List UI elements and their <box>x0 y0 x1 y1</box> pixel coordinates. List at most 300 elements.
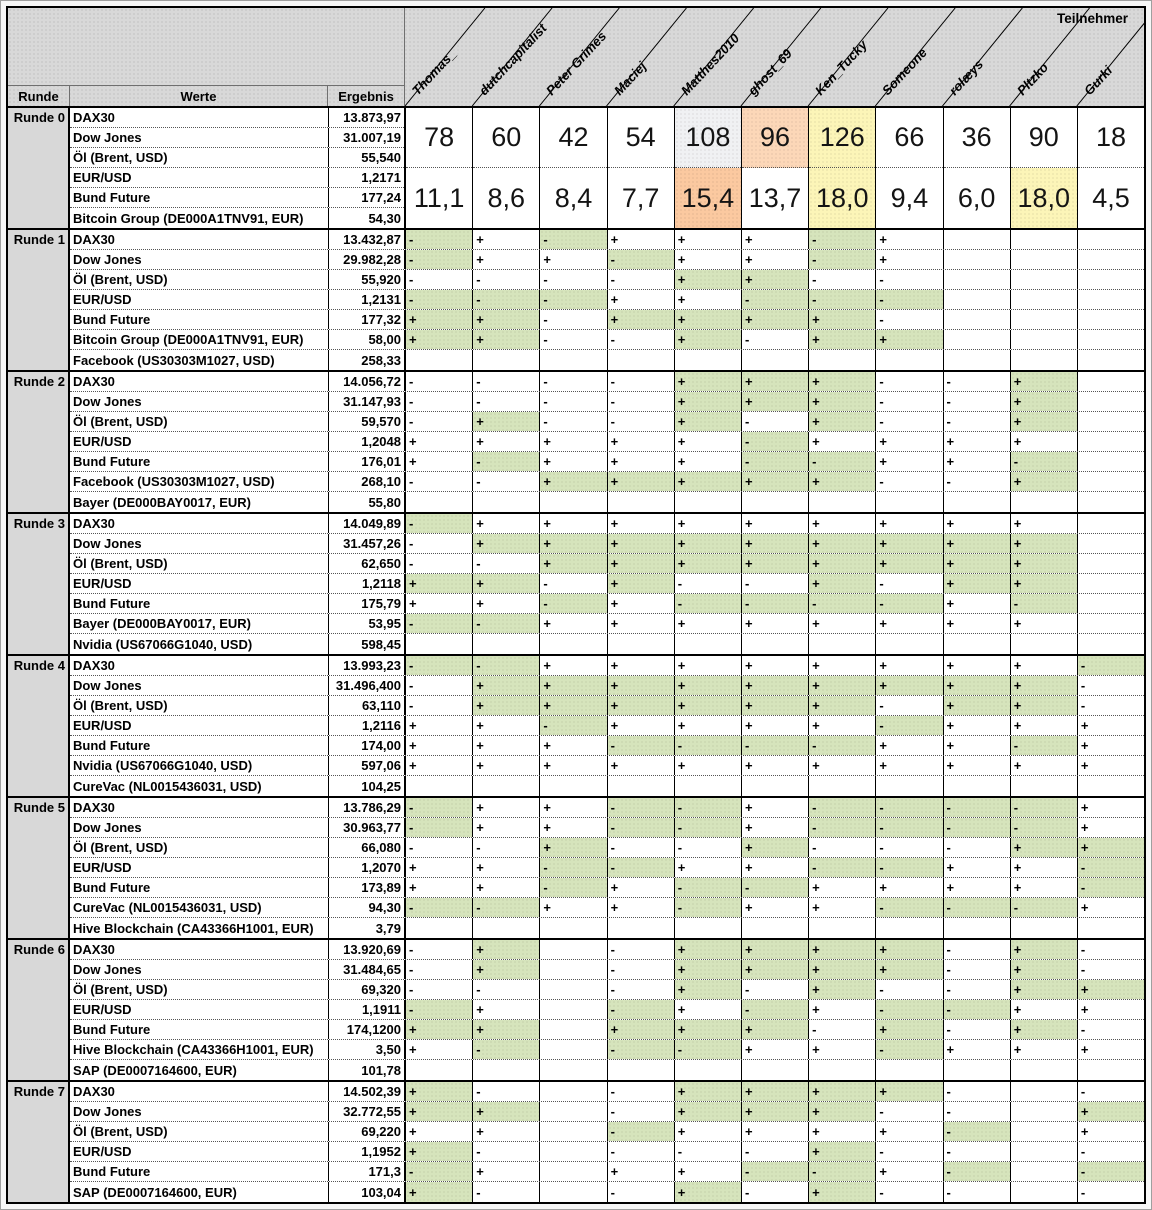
sign-cell[interactable]: + <box>809 1142 876 1161</box>
sign-cell[interactable] <box>675 634 742 654</box>
header-cell-ergebnis[interactable] <box>328 8 404 106</box>
sign-cell[interactable]: + <box>540 696 607 715</box>
sign-cell[interactable]: - <box>944 1000 1011 1019</box>
werte-cell[interactable]: Bund Future <box>73 1164 151 1179</box>
sign-cell[interactable]: - <box>742 1162 809 1181</box>
points-cell[interactable]: 36 <box>944 108 1010 168</box>
sign-cell[interactable] <box>944 330 1011 349</box>
sign-cell[interactable]: + <box>473 1102 540 1121</box>
ergebnis-cell[interactable]: 1,1911 <box>328 1000 404 1019</box>
sign-cell[interactable] <box>742 1060 809 1080</box>
sign-cell[interactable]: + <box>876 554 943 573</box>
sign-cell[interactable]: - <box>473 270 540 289</box>
sign-cell[interactable]: + <box>809 554 876 573</box>
sign-cell[interactable]: - <box>742 1142 809 1161</box>
sign-cell[interactable]: - <box>406 940 473 959</box>
sign-cell[interactable] <box>944 1060 1011 1080</box>
ergebnis-cell[interactable]: 55,80 <box>328 492 404 512</box>
sign-cell[interactable] <box>608 918 675 938</box>
sign-cell[interactable]: - <box>1078 1162 1144 1181</box>
sign-cell[interactable]: + <box>608 230 675 249</box>
sign-cell[interactable]: + <box>809 412 876 431</box>
sign-cell[interactable]: - <box>1011 594 1078 613</box>
sign-cell[interactable]: - <box>876 838 943 857</box>
sign-cell[interactable]: + <box>406 736 473 755</box>
points-cell[interactable]: 54 <box>608 108 674 168</box>
ergebnis-cell[interactable]: 94,30 <box>328 898 404 917</box>
sign-cell[interactable] <box>1011 350 1078 370</box>
ergebnis-cell[interactable]: 31.457,26 <box>328 534 404 553</box>
sign-cell[interactable]: - <box>944 412 1011 431</box>
sign-cell[interactable]: - <box>944 1102 1011 1121</box>
sign-cell[interactable]: - <box>876 696 943 715</box>
sign-cell[interactable]: + <box>540 452 607 471</box>
sign-cell[interactable]: + <box>1078 1102 1144 1121</box>
sign-cell[interactable]: + <box>944 432 1011 451</box>
sign-cell[interactable]: + <box>809 716 876 735</box>
points-cell[interactable]: 90 <box>1011 108 1077 168</box>
sign-cell[interactable] <box>1078 534 1144 553</box>
sign-cell[interactable]: + <box>406 574 473 593</box>
sign-cell[interactable]: + <box>1011 392 1078 411</box>
sign-cell[interactable] <box>1011 250 1078 269</box>
sign-cell[interactable]: - <box>742 736 809 755</box>
sign-cell[interactable]: + <box>809 756 876 775</box>
sign-cell[interactable]: + <box>1011 574 1078 593</box>
sign-cell[interactable]: + <box>675 1182 742 1202</box>
sign-cell[interactable]: + <box>473 878 540 897</box>
sign-cell[interactable] <box>1011 1122 1078 1141</box>
sign-cell[interactable]: - <box>944 1162 1011 1181</box>
sign-cell[interactable]: + <box>876 878 943 897</box>
sign-cell[interactable]: - <box>473 372 540 391</box>
ergebnis-cell[interactable]: 29.982,28 <box>328 250 404 269</box>
sign-cell[interactable] <box>1011 634 1078 654</box>
sign-cell[interactable]: - <box>473 1182 540 1202</box>
sign-cell[interactable]: + <box>473 736 540 755</box>
round-label[interactable]: Runde 7 <box>8 1082 70 1202</box>
sign-cell[interactable] <box>473 492 540 512</box>
sign-cell[interactable]: + <box>809 980 876 999</box>
werte-cell[interactable]: EUR/USD <box>73 434 132 449</box>
sign-cell[interactable]: + <box>675 554 742 573</box>
sign-cell[interactable]: + <box>473 676 540 695</box>
sign-cell[interactable]: + <box>1011 940 1078 959</box>
sign-cell[interactable]: - <box>876 392 943 411</box>
sign-cell[interactable]: + <box>608 452 675 471</box>
werte-cell[interactable]: EUR/USD <box>73 718 132 733</box>
sign-cell[interactable]: + <box>406 594 473 613</box>
sign-cell[interactable]: - <box>809 270 876 289</box>
sign-cell[interactable]: - <box>876 310 943 329</box>
sign-cell[interactable]: - <box>742 980 809 999</box>
werte-cell[interactable]: DAX30 <box>73 1084 115 1099</box>
sign-cell[interactable]: - <box>406 250 473 269</box>
sign-cell[interactable]: + <box>406 858 473 877</box>
sign-cell[interactable]: + <box>944 574 1011 593</box>
ergebnis-cell[interactable]: 104,25 <box>328 776 404 796</box>
sign-cell[interactable]: - <box>742 290 809 309</box>
sign-cell[interactable]: - <box>944 392 1011 411</box>
sign-cell[interactable]: + <box>1078 980 1144 999</box>
sign-cell[interactable]: + <box>473 960 540 979</box>
sign-cell[interactable]: - <box>406 412 473 431</box>
sign-cell[interactable]: - <box>473 452 540 471</box>
sign-cell[interactable]: - <box>675 574 742 593</box>
sign-cell[interactable]: + <box>742 940 809 959</box>
sign-cell[interactable] <box>675 1060 742 1080</box>
participant-name[interactable]: Gurki <box>1080 62 1115 98</box>
ergebnis-cell[interactable]: 101,78 <box>328 1060 404 1080</box>
sign-cell[interactable] <box>406 634 473 654</box>
sign-cell[interactable]: + <box>675 1082 742 1101</box>
sign-cell[interactable]: + <box>809 696 876 715</box>
sign-cell[interactable]: + <box>473 412 540 431</box>
sign-cell[interactable]: + <box>608 514 675 533</box>
sign-cell[interactable]: - <box>406 898 473 917</box>
participant-name[interactable]: Maciej <box>610 58 649 98</box>
sign-cell[interactable]: + <box>742 898 809 917</box>
ergebnis-cell[interactable]: 3,50 <box>328 1040 404 1059</box>
sign-cell[interactable]: + <box>540 898 607 917</box>
ergebnis-cell[interactable]: 103,04 <box>328 1182 404 1202</box>
sign-cell[interactable]: + <box>675 940 742 959</box>
sign-cell[interactable]: + <box>675 372 742 391</box>
sign-cell[interactable]: + <box>608 432 675 451</box>
sign-cell[interactable] <box>1078 574 1144 593</box>
sign-cell[interactable] <box>540 350 607 370</box>
sign-cell[interactable] <box>608 350 675 370</box>
sign-cell[interactable]: - <box>473 1082 540 1101</box>
ergebnis-cell[interactable]: 258,33 <box>328 350 404 370</box>
sign-cell[interactable]: + <box>809 656 876 675</box>
sign-cell[interactable]: + <box>876 230 943 249</box>
sign-cell[interactable]: + <box>608 1020 675 1039</box>
sign-cell[interactable] <box>944 230 1011 249</box>
sign-cell[interactable]: - <box>876 574 943 593</box>
sign-cell[interactable]: + <box>675 980 742 999</box>
sign-cell[interactable]: + <box>809 472 876 491</box>
sign-cell[interactable]: + <box>1011 1040 1078 1059</box>
werte-cell[interactable]: Dow Jones <box>73 252 142 267</box>
ergebnis-cell[interactable]: 1,2171 <box>328 168 404 187</box>
sign-cell[interactable]: - <box>608 858 675 877</box>
ergebnis-cell[interactable]: 63,110 <box>328 696 404 715</box>
sign-cell[interactable]: + <box>742 230 809 249</box>
sign-cell[interactable] <box>675 350 742 370</box>
werte-cell[interactable]: CureVac (NL0015436031, USD) <box>73 900 262 915</box>
ergebnis-cell[interactable]: 31.007,19 <box>328 128 404 147</box>
sign-cell[interactable]: + <box>675 412 742 431</box>
sign-cell[interactable]: + <box>675 716 742 735</box>
sign-cell[interactable]: + <box>742 1102 809 1121</box>
sign-cell[interactable]: + <box>473 756 540 775</box>
sign-cell[interactable]: - <box>608 980 675 999</box>
sign-cell[interactable]: - <box>406 960 473 979</box>
werte-cell[interactable]: Öl (Brent, USD) <box>73 272 168 287</box>
ergebnis-cell[interactable]: 177,32 <box>328 310 404 329</box>
sign-cell[interactable]: - <box>608 1102 675 1121</box>
sign-cell[interactable] <box>540 1162 607 1181</box>
sign-cell[interactable]: + <box>742 756 809 775</box>
ergebnis-cell[interactable]: 31.496,400 <box>328 676 404 695</box>
sign-cell[interactable]: - <box>406 1000 473 1019</box>
sign-cell[interactable]: - <box>944 1122 1011 1141</box>
sign-cell[interactable]: + <box>473 1162 540 1181</box>
werte-cell[interactable]: Dow Jones <box>73 820 142 835</box>
sign-cell[interactable]: + <box>809 392 876 411</box>
sign-cell[interactable]: - <box>742 574 809 593</box>
sign-cell[interactable]: + <box>406 1082 473 1101</box>
sign-cell[interactable]: - <box>608 1040 675 1059</box>
sign-cell[interactable]: - <box>406 818 473 837</box>
werte-cell[interactable]: Dow Jones <box>73 394 142 409</box>
sign-cell[interactable]: + <box>809 330 876 349</box>
sign-cell[interactable]: - <box>876 1142 943 1161</box>
sign-cell[interactable]: - <box>944 1082 1011 1101</box>
werte-cell[interactable]: Öl (Brent, USD) <box>73 698 168 713</box>
ergebnis-cell[interactable]: 13.873,97 <box>328 108 404 127</box>
sign-cell[interactable]: - <box>608 960 675 979</box>
ergebnis-cell[interactable]: 53,95 <box>328 614 404 633</box>
sign-cell[interactable]: - <box>1011 898 1078 917</box>
sign-cell[interactable]: + <box>406 310 473 329</box>
werte-cell[interactable]: Nvidia (US67066G1040, USD) <box>73 758 253 773</box>
sign-cell[interactable]: + <box>1011 1020 1078 1039</box>
sign-cell[interactable] <box>675 776 742 796</box>
sign-cell[interactable]: + <box>1080 758 1089 773</box>
sign-cell[interactable]: + <box>876 330 943 349</box>
sign-cell[interactable]: + <box>809 676 876 695</box>
sign-cell[interactable] <box>540 1182 607 1202</box>
sign-cell[interactable] <box>1078 432 1144 451</box>
sign-cell[interactable]: + <box>473 432 540 451</box>
sign-cell[interactable]: + <box>473 818 540 837</box>
sign-cell[interactable] <box>944 492 1011 512</box>
sign-cell[interactable]: - <box>876 1040 943 1059</box>
sign-cell[interactable] <box>540 1102 607 1121</box>
sign-cell[interactable] <box>540 1000 607 1019</box>
score-cell[interactable]: 15,4 <box>675 168 741 228</box>
sign-cell[interactable]: + <box>473 1000 540 1019</box>
sign-cell[interactable]: + <box>742 838 809 857</box>
sign-cell[interactable]: + <box>540 656 607 675</box>
sign-cell[interactable]: + <box>1078 838 1144 857</box>
werte-cell[interactable]: DAX30 <box>73 232 115 247</box>
sign-cell[interactable]: + <box>809 310 876 329</box>
sign-cell[interactable] <box>944 290 1011 309</box>
sign-cell[interactable]: + <box>876 452 943 471</box>
werte-cell[interactable]: Bund Future <box>73 454 151 469</box>
sign-cell[interactable]: + <box>675 472 742 491</box>
sign-cell[interactable]: + <box>1011 878 1078 897</box>
sign-cell[interactable]: + <box>742 392 809 411</box>
werte-cell[interactable]: Bund Future <box>73 190 151 205</box>
sign-cell[interactable] <box>944 634 1011 654</box>
sign-cell[interactable]: + <box>742 960 809 979</box>
sign-cell[interactable]: - <box>809 1162 876 1181</box>
sign-cell[interactable]: - <box>406 290 473 309</box>
sign-cell[interactable]: - <box>1078 878 1144 897</box>
werte-cell[interactable]: Bayer (DE000BAY0017, EUR) <box>73 616 252 631</box>
sign-cell[interactable] <box>876 492 943 512</box>
ergebnis-cell[interactable]: 30.963,77 <box>328 818 404 837</box>
sign-cell[interactable]: + <box>742 1020 809 1039</box>
sign-cell[interactable]: - <box>608 412 675 431</box>
sign-cell[interactable]: - <box>608 250 675 269</box>
sign-cell[interactable]: + <box>540 472 607 491</box>
sign-cell[interactable]: - <box>608 838 675 857</box>
sign-cell[interactable] <box>1078 330 1144 349</box>
werte-cell[interactable]: Bund Future <box>73 1022 151 1037</box>
sign-cell[interactable]: + <box>742 534 809 553</box>
sign-cell[interactable]: - <box>540 310 607 329</box>
sign-cell[interactable]: - <box>406 614 473 633</box>
sign-cell[interactable]: - <box>944 940 1011 959</box>
sign-cell[interactable]: + <box>675 432 742 451</box>
sign-cell[interactable] <box>406 776 473 796</box>
sign-cell[interactable] <box>1011 1142 1078 1161</box>
sign-cell[interactable] <box>1011 310 1078 329</box>
werte-cell[interactable]: Dow Jones <box>73 962 142 977</box>
ergebnis-cell[interactable]: 598,45 <box>328 634 404 654</box>
werte-cell[interactable]: Bitcoin Group (DE000A1TNV91, EUR) <box>73 210 304 226</box>
sign-cell[interactable] <box>809 492 876 512</box>
werte-cell[interactable]: EUR/USD <box>73 1002 132 1017</box>
sign-cell[interactable]: - <box>809 594 876 613</box>
sign-cell[interactable] <box>1078 290 1144 309</box>
werte-cell[interactable]: Dow Jones <box>73 130 142 145</box>
sign-cell[interactable]: + <box>406 452 473 471</box>
participant-name[interactable]: dutchcapitalist <box>476 20 550 99</box>
werte-cell[interactable]: EUR/USD <box>73 860 132 875</box>
werte-cell[interactable]: Bund Future <box>73 312 151 327</box>
sign-cell[interactable]: - <box>1011 736 1078 755</box>
sign-cell[interactable]: + <box>876 534 943 553</box>
sign-cell[interactable]: - <box>809 818 876 837</box>
score-cell[interactable]: 8,4 <box>554 182 593 213</box>
sign-cell[interactable]: + <box>675 1000 742 1019</box>
sign-cell[interactable]: - <box>742 330 809 349</box>
sign-cell[interactable] <box>540 1020 607 1039</box>
sign-cell[interactable] <box>406 918 473 938</box>
sign-cell[interactable]: + <box>1011 960 1078 979</box>
sign-cell[interactable]: - <box>742 452 809 471</box>
sign-cell[interactable] <box>944 270 1011 289</box>
werte-cell[interactable]: Dow Jones <box>73 536 142 551</box>
sign-cell[interactable]: - <box>944 1142 1011 1161</box>
sign-cell[interactable]: - <box>406 980 473 999</box>
sign-cell[interactable]: + <box>809 898 876 917</box>
sign-cell[interactable]: - <box>809 858 876 877</box>
sign-cell[interactable]: - <box>944 372 1011 391</box>
sign-cell[interactable]: - <box>608 1142 675 1161</box>
sign-cell[interactable]: + <box>876 940 943 959</box>
sign-cell[interactable]: + <box>675 756 742 775</box>
sign-cell[interactable] <box>1011 230 1078 249</box>
sign-cell[interactable]: + <box>876 960 943 979</box>
ergebnis-cell[interactable]: 3,79 <box>328 918 404 938</box>
sign-cell[interactable]: + <box>742 310 809 329</box>
sign-cell[interactable]: + <box>1011 534 1078 553</box>
sign-cell[interactable] <box>1011 918 1078 938</box>
participant-name[interactable]: Matthes2010 <box>677 30 742 98</box>
sign-cell[interactable]: + <box>1080 820 1089 835</box>
sign-cell[interactable] <box>540 492 607 512</box>
sign-cell[interactable] <box>1078 250 1144 269</box>
sign-cell[interactable] <box>1011 270 1078 289</box>
sign-cell[interactable]: + <box>1011 858 1078 877</box>
sign-cell[interactable]: + <box>742 716 809 735</box>
sign-cell[interactable]: + <box>944 858 1011 877</box>
sign-cell[interactable]: + <box>608 310 675 329</box>
ergebnis-cell[interactable]: 69,220 <box>328 1122 404 1141</box>
sign-cell[interactable]: + <box>944 656 1011 675</box>
werte-cell[interactable]: Dow Jones <box>73 678 142 693</box>
ergebnis-cell[interactable]: 14.056,72 <box>328 372 404 391</box>
sign-cell[interactable]: - <box>1011 452 1078 471</box>
sign-cell[interactable]: - <box>944 898 1011 917</box>
ergebnis-cell[interactable]: 32.772,55 <box>328 1102 404 1121</box>
werte-cell[interactable]: EUR/USD <box>73 292 132 307</box>
round-label[interactable]: Runde 0 <box>8 108 70 228</box>
sign-cell[interactable] <box>1011 776 1078 796</box>
sign-cell[interactable] <box>742 918 809 938</box>
sign-cell[interactable]: + <box>742 1040 809 1059</box>
ergebnis-cell[interactable]: 58,00 <box>328 330 404 349</box>
sign-cell[interactable]: + <box>876 614 943 633</box>
sign-cell[interactable]: + <box>809 534 876 553</box>
sign-cell[interactable]: + <box>473 594 540 613</box>
sign-cell[interactable]: + <box>675 534 742 553</box>
sign-cell[interactable]: + <box>540 676 607 695</box>
sign-cell[interactable]: - <box>608 798 675 817</box>
round-label[interactable]: Runde 6 <box>8 940 70 1080</box>
sign-cell[interactable]: + <box>742 858 809 877</box>
ergebnis-cell[interactable]: 62,650 <box>328 554 404 573</box>
sign-cell[interactable]: + <box>608 554 675 573</box>
sign-cell[interactable]: + <box>876 676 943 695</box>
sign-cell[interactable]: - <box>1080 698 1086 713</box>
score-cell[interactable]: 8,6 <box>487 182 526 213</box>
werte-cell[interactable]: EUR/USD <box>73 576 132 591</box>
ergebnis-cell[interactable]: 31.484,65 <box>328 960 404 979</box>
round-label[interactable]: Runde 3 <box>8 514 70 654</box>
sign-cell[interactable]: + <box>742 656 809 675</box>
ergebnis-cell[interactable]: 597,06 <box>328 756 404 775</box>
sign-cell[interactable]: + <box>944 514 1011 533</box>
sign-cell[interactable] <box>608 1060 675 1080</box>
sign-cell[interactable]: + <box>876 756 943 775</box>
sign-cell[interactable]: + <box>540 514 607 533</box>
sign-cell[interactable]: - <box>406 676 473 695</box>
sign-cell[interactable] <box>473 918 540 938</box>
werte-cell[interactable]: Bitcoin Group (DE000A1TNV91, EUR) <box>73 332 304 347</box>
round-label[interactable]: Runde 4 <box>8 656 70 796</box>
sign-cell[interactable]: + <box>540 432 607 451</box>
werte-cell[interactable]: Facebook (US30303M1027, USD) <box>73 474 275 489</box>
sign-cell[interactable]: - <box>944 1020 1011 1039</box>
ergebnis-cell[interactable]: 59,570 <box>328 412 404 431</box>
sign-cell[interactable]: - <box>540 290 607 309</box>
sign-cell[interactable] <box>1078 310 1144 329</box>
sign-cell[interactable]: + <box>540 614 607 633</box>
sign-cell[interactable] <box>540 1122 607 1141</box>
sign-cell[interactable]: + <box>742 798 809 817</box>
werte-cell[interactable]: DAX30 <box>73 110 115 125</box>
sign-cell[interactable]: - <box>675 898 742 917</box>
sign-cell[interactable]: + <box>1011 838 1078 857</box>
